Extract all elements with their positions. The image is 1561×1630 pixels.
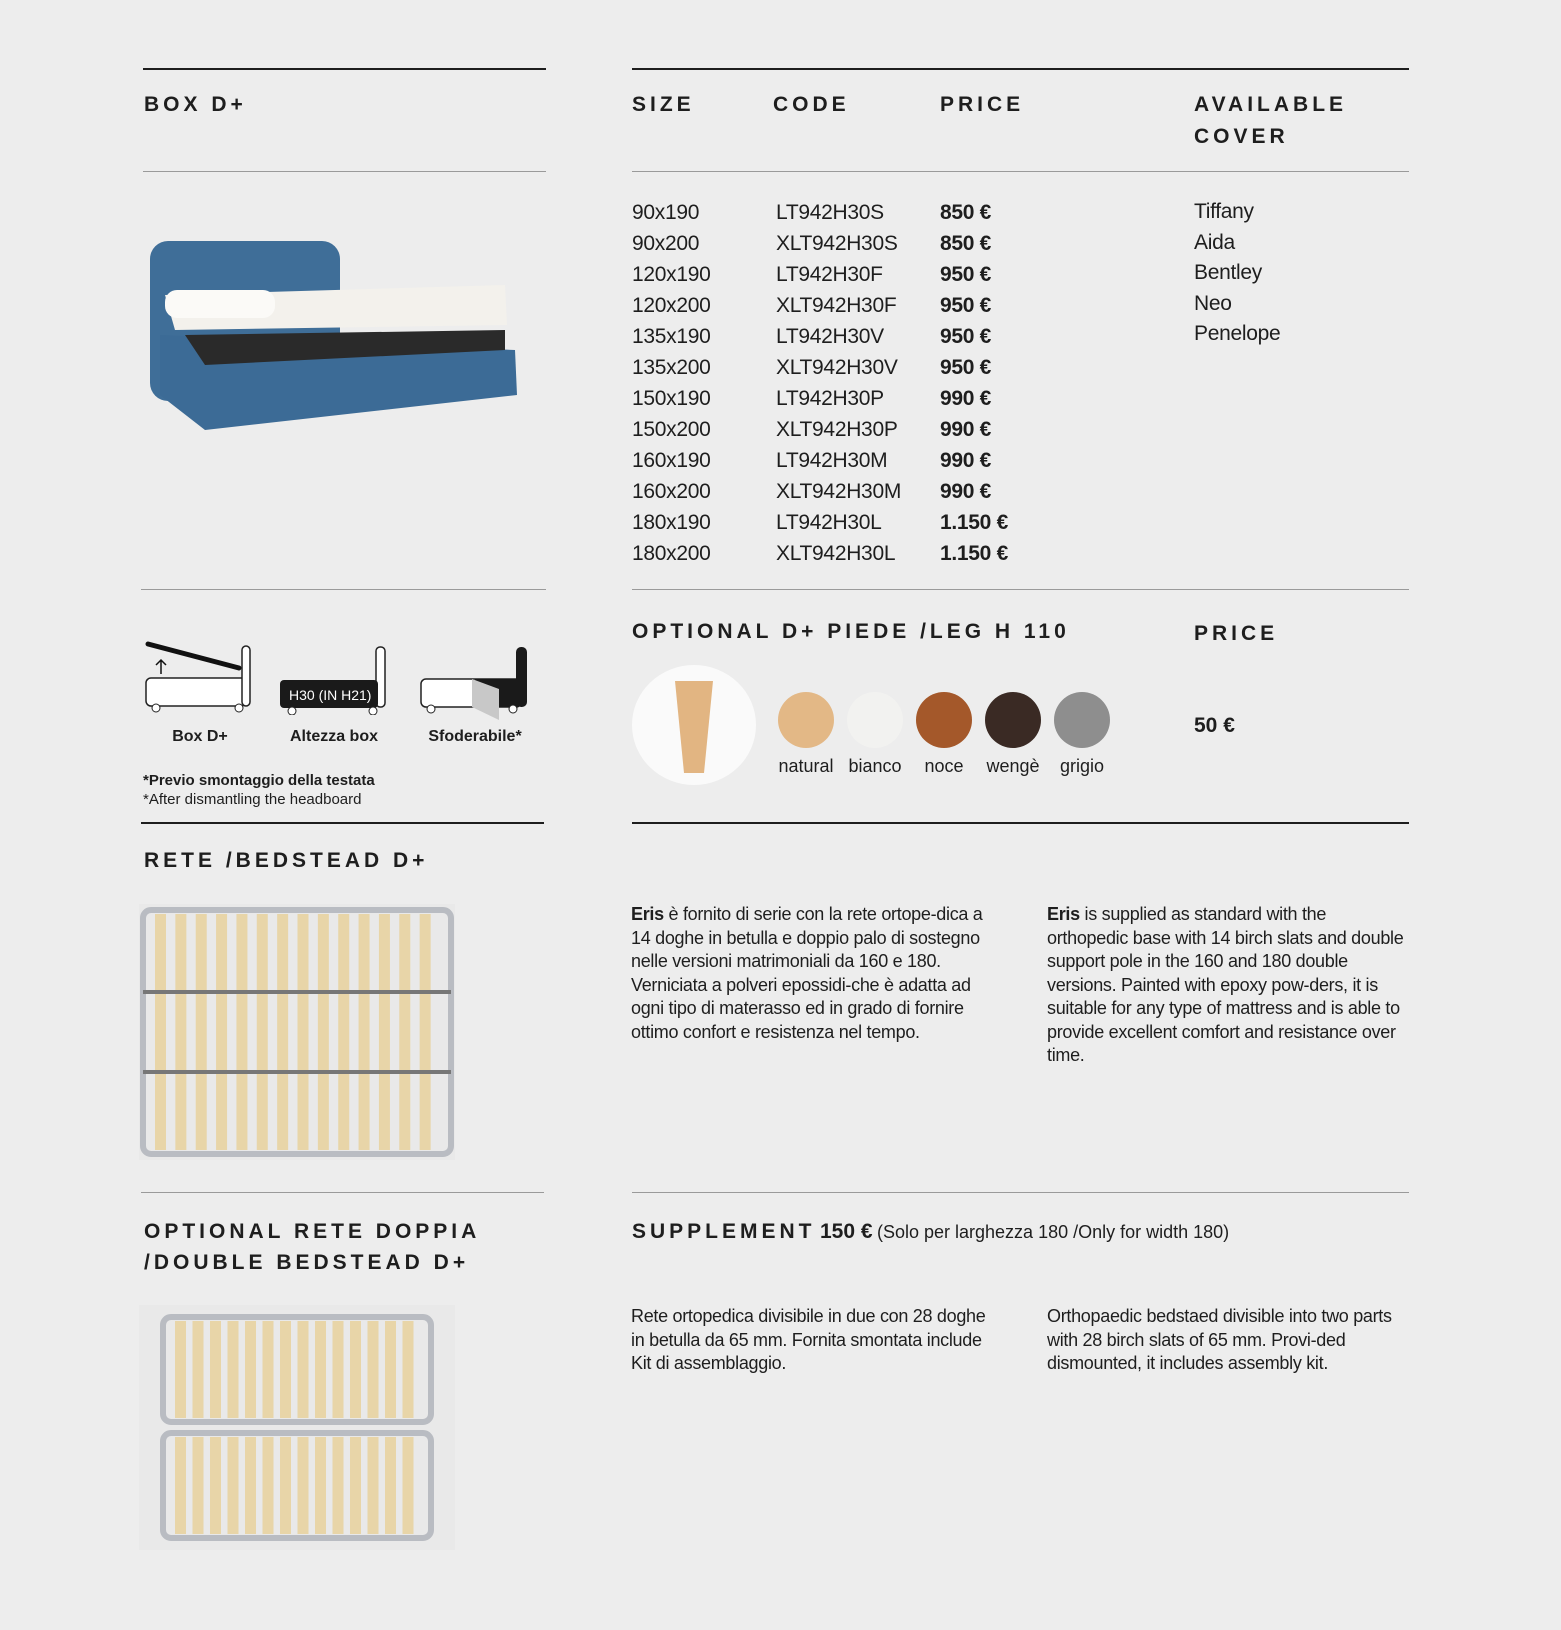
code-cell: XLT942H30S [776,232,898,255]
lift-box-icon [144,640,256,715]
finish-swatch[interactable] [847,692,903,748]
size-cell: 120x190 [632,263,711,286]
size-cell: 160x200 [632,480,711,503]
cover-list [1194,197,1280,350]
price-cell: 950 € [940,325,992,348]
code-cell: LT942H30F [776,263,883,286]
size-cell: 180x190 [632,511,711,534]
code-cell: XLT942H30F [776,294,897,317]
feature-label: Box D+ [172,728,228,745]
col-header-price: PRICE [940,93,1025,116]
divider [141,589,546,590]
price-cell: 990 € [940,418,992,441]
finish-swatch[interactable] [916,692,972,748]
finish-swatch[interactable] [778,692,834,748]
finish-label: wengè [986,756,1040,776]
rete-title: RETE /BEDSTEAD D+ [144,849,429,872]
finish-label: natural [778,756,834,776]
cover-item: Tiffany [1194,200,1254,223]
code-cell: XLT942H30M [776,480,902,503]
divider [632,171,1409,172]
finish-swatch[interactable] [985,692,1041,748]
code-cell: XLT942H30V [776,356,898,379]
leg-image [632,665,756,785]
rete-desc-it: Eris è fornito di serie con la rete ortope-dica a 14 doghe in betulla e doppio palo di sostegno nelle versioni matrimoniali da 160 e 180. Verniciata a polveri epossidi-che è adatta ad ogni tipo di materasso ed in grado di fornire ottimo confort e resistenza nel tempo. [631,904,983,1042]
code-cell: LT942H30S [776,201,884,224]
divider [632,1192,1409,1193]
divider [141,822,544,824]
code-cell: LT942H30P [776,387,884,410]
box-height-icon [278,645,393,715]
price-cell: 990 € [940,480,992,503]
price-cell: 990 € [940,449,992,472]
note-it: *Previo smontaggio della testata [143,772,375,789]
rete-desc-en: Eris is supplied as standard with the orthopedic base with 14 birch slats and double support pole in the 160 and 180 double versions. Painted with epoxy pow-ders, it is suitable for any type of mattress and is able to provide excellent comfort and resistance over time. [1047,904,1404,1065]
feature-label: Altezza box [289,728,378,745]
divider [143,171,546,172]
size-cell: 160x190 [632,449,711,472]
cover-item: Penelope [1194,322,1281,345]
size-cell: 90x200 [632,232,700,255]
divider [143,68,546,70]
double-title-2: /DOUBLE BEDSTEAD D+ [144,1251,470,1274]
height-badge: H30 (IN H21) [289,687,372,703]
col-header-cover: AVAILABLE COVER [1194,93,1348,148]
removable-cover-icon [419,645,531,720]
price-cell: 1.150 € [940,511,1008,534]
price-cell: 950 € [940,356,992,379]
price-cell: 950 € [940,263,992,286]
size-cell: 135x200 [632,356,711,379]
price-cell: 990 € [940,387,992,410]
leg-price-label: PRICE [1194,622,1279,645]
note-en: *After dismantling the headboard [143,791,362,808]
price-cell: 850 € [940,201,992,224]
leg-price: 50 € [1194,714,1235,737]
finish-label: grigio [1059,756,1105,776]
cover-item: Aida [1194,230,1235,254]
divider [141,1192,544,1193]
finish-swatch[interactable] [1054,692,1110,748]
double-desc-it: Rete ortopedica divisibile in due con 28 doghe in betulla da 65 mm. Fornita smontata include Kit di assemblaggio. [631,1306,986,1373]
col-header-code: CODE [773,93,850,116]
cover-item: Neo [1194,291,1232,315]
size-cell: 135x190 [632,325,711,348]
code-cell: LT942H30M [776,449,888,472]
size-cell: 180x200 [632,542,711,565]
divider [632,822,1409,824]
leg-title: OPTIONAL D+ PIEDE /LEG H 110 [632,620,1070,643]
code-cell: LT942H30V [776,325,884,348]
bedstead-image [139,904,455,1160]
divider [632,68,1409,70]
price-cell: 950 € [940,294,992,317]
col-header-size: SIZE [632,93,695,116]
price-cell: 850 € [940,232,992,255]
finish-label: noce [924,756,964,776]
code-cell: XLT942H30P [776,418,898,441]
code-cell: XLT942H30L [776,542,896,565]
supplement-line: SUPPLEMENT 150 € (Solo per larghezza 180 /Only for width 180) [632,1220,1230,1243]
finish-label: bianco [848,756,902,776]
double-title-1: OPTIONAL RETE DOPPIA [144,1220,481,1243]
double-bedstead-image [139,1305,455,1550]
bed-product-image [145,235,521,435]
section-title: BOX D+ [144,93,247,116]
price-cell: 1.150 € [940,542,1008,565]
divider [632,589,1409,590]
cover-item: Bentley [1194,261,1262,284]
feature-label: Sfoderabile* [428,728,522,745]
double-desc-en: Orthopaedic bedstaed divisible into two parts with 28 birch slats of 65 mm. Provi-ded dismounted, it includes assembly kit. [1047,1306,1392,1373]
code-cell: LT942H30L [776,511,882,534]
size-cell: 90x190 [632,201,700,224]
size-cell: 150x190 [632,387,711,410]
size-cell: 150x200 [632,418,711,441]
size-cell: 120x200 [632,294,711,317]
